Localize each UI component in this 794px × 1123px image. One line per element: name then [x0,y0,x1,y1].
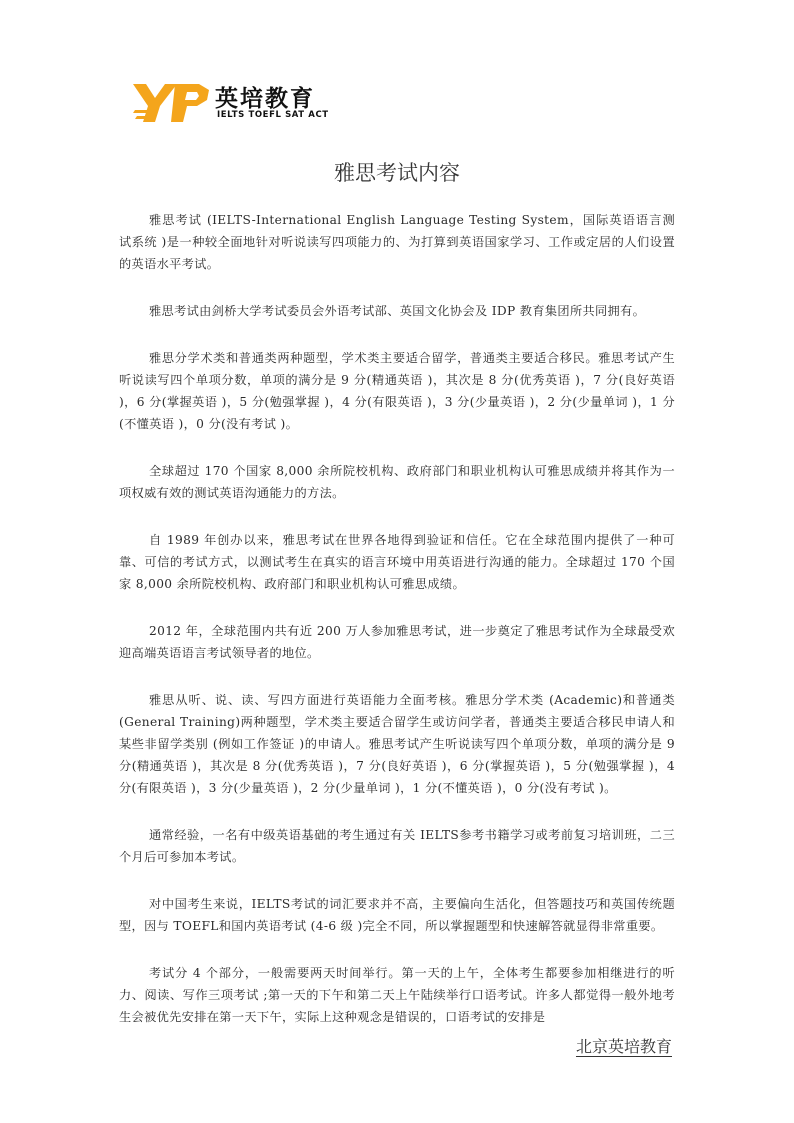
paragraph: 考试分 4 个部分，一般需要两天时间举行。第一天的上午，全体考生都要参加相继进行的听力、阅读、写作三项考试 ;第一天的下午和第二天上午陆续举行口语考试。许多人都觉得一般外地考生会被优先安排在第一天下午，实际上这种观念是错误的，口语考试的安排是 [119,966,675,1024]
logo-subtitle: IELTS TOEFL SAT ACT [217,110,329,120]
paragraph: 雅思分学术类和普通类两种题型，学术类主要适合留学，普通类主要适合移民。雅思考试产生听说读写四个单项分数，单项的满分是 9 分(精通英语 )，其次是 8 分(优秀英语 )，7 分(良好英语 )，6 分(掌握英语 )，5 分(勉强掌握 )，4 分(有限英语 )，3 分(少量英语 )，2 分(少量单词 )，1 分(不懂英语 )，0 分(没有考试 )。 [119,351,675,431]
paragraph: 通常经验，一名有中级英语基础的考生通过有关 IELTS参考书籍学习或考前复习培训班，二三个月后可参加本考试。 [119,828,675,864]
footer-link[interactable]: 北京英培教育 [575,1037,672,1056]
paragraph: 雅思考试由剑桥大学考试委员会外语考试部、英国文化协会及 IDP 教育集团所共同拥有。 [149,304,646,318]
paragraph: 雅思考试 (IELTS-International English Language Testing System，国际英语语言测试系统 )是一种较全面地针对听说读写四项能力的、为打算到英语国家学习、工作或定居的人们设置的英语水平考试。 [119,213,675,271]
paragraph: 对中国考生来说，IELTS考试的词汇要求并不高，主要偏向生活化，但答题技巧和英国传统题型，因与 TOEFL和国内英语考试 (4-6 级 )完全不同，所以掌握题型和快速解答就显得非常重要。 [119,897,675,933]
yp-logo-mark-icon [133,80,213,124]
paragraph: 雅思从听、说、读、写四方面进行英语能力全面考核。雅思分学术类 (Academic)和普通类(General Training)两种题型，学术类主要适合留学生或访问学者，普通类主要适合移民申请人和某些非留学类别 (例如工作签证 )的申请人。雅思考试产生听说读写四个单项分数，单项的满分是 9 分(精通英语 )，其次是 8 分(优秀英语 )，7 分(良好英语 )，6 分(掌握英语 )，5 分(勉强掌握 )，4 分(有限英语 )，3 分(少量英语 )，2 分(少量单词 )，1 分(不懂英语 )，0 分(没有考试 )。 [119,693,675,795]
logo-title: 英培教育 [215,86,315,112]
paragraph: 全球超过 170 个国家 8,000 余所院校机构、政府部门和职业机构认可雅思成绩并将其作为一项权威有效的测试英语沟通能力的方法。 [119,464,675,500]
document-title: 雅思考试内容 [334,161,460,185]
document-body [119,209,675,1053]
paragraph: 2012 年，全球范围内共有近 200 万人参加雅思考试，进一步奠定了雅思考试作为全球最受欢迎高端英语语言考试领导者的地位。 [119,624,675,660]
paragraph: 自 1989 年创办以来，雅思考试在世界各地得到验证和信任。它在全球范围内提供了一种可靠、可信的考试方式，以测试考生在真实的语言环境中用英语进行沟通的能力。全球超过 170 个国家 8,000 余所院校机构、政府部门和职业机构认可雅思成绩。 [119,533,675,591]
company-logo [133,80,338,124]
